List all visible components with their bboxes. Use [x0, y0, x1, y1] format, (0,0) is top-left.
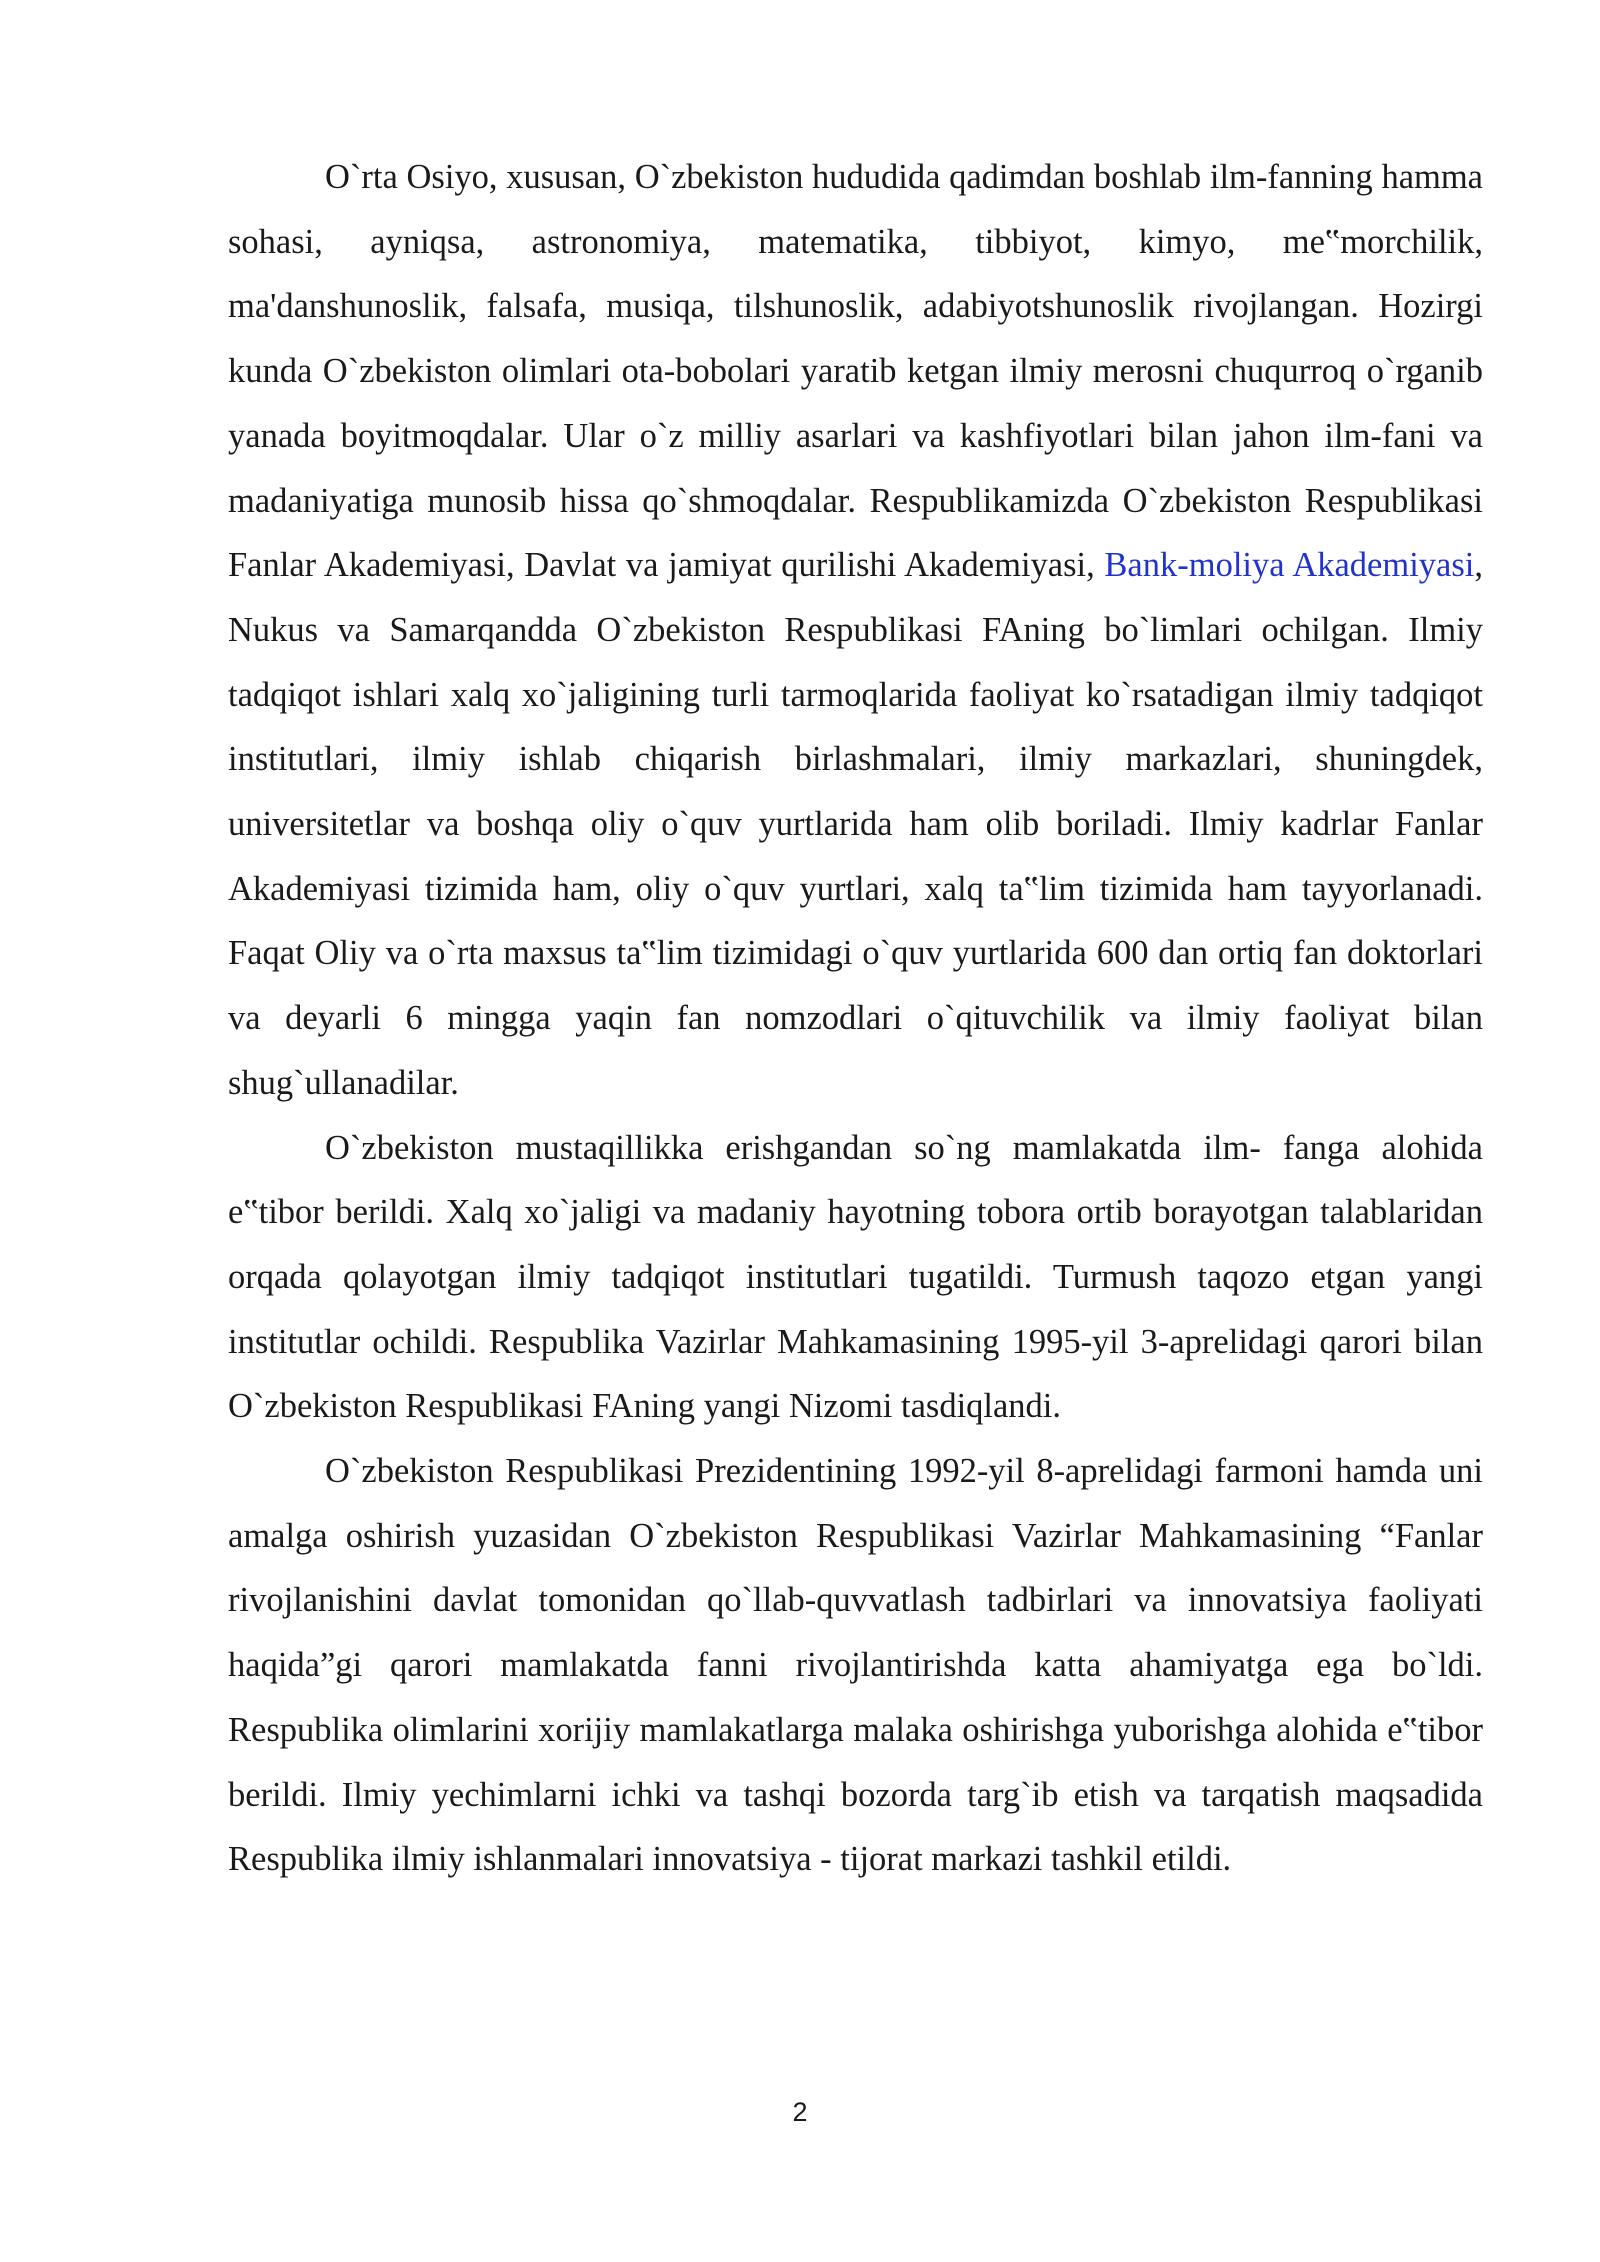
- paragraph-1-text-after-link: , Nukus va Samarqandda O`zbekiston Respublikasi FAning bo`limlari ochilgan. Ilmiy tadqiqot ishlari xalq xo`jaligining turli tarmoqlarida faoliyat ko`rsatadigan ilmiy tadqiqot institutlari, ilmiy ishlab chiqarish birlashmalari, ilmiy markazlari, shuningdek, universitetlar va boshqa oliy o`quv yurtlarida ham olib boriladi. Ilmiy kadrlar Fanlar Akademiyasi tizimida ham, oliy o`quv yurtlari, xalq ta‟lim tizimida ham tayyorlanadi. Faqat Oliy va o`rta maxsus ta‟lim tizimidagi o`quv yurtlarida 600 dan ortiq fan doktorlari va deyarli 6 mingga yaqin fan nomzodlari o`qituvchilik va ilmiy faoliyat bilan shug`ullanadilar.: [228, 546, 1483, 1102]
- paragraph-3: O`zbekiston Respublikasi Prezidentining 1992-yil 8-aprelidagi farmoni hamda uni amalga oshirish yuzasidan O`zbekiston Respublikasi Vazirlar Mahkamasining “Fanlar rivojlanishini davlat tomonidan qo`llab-quvvatlash tadbirlari va innovatsiya faoliyati haqida”gi qarori mamlakatda fanni rivojlantirishda katta ahamiyatga ega bo`ldi. Respublika olimlarini xorijiy mamlakatlarga malaka oshirishga yuborishga alohida e‟tibor berildi. Ilmiy yechimlarni ichki va tashqi bozorda targ`ib etish va tarqatish maqsadida Respublika ilmiy ishlanmalari innovatsiya - tijorat markazi tashkil etildi.: [228, 1452, 1483, 1879]
- paragraph-2: O`zbekiston mustaqillikka erishgandan so`ng mamlakatda ilm- fanga alohida e‟tibor berildi. Xalq xo`jaligi va madaniy hayotning tobora ortib borayotgan talablaridan orqada qolayotgan ilmiy tadqiqot institutlari tugatildi. Turmush taqozo etgan yangi institutlar ochildi. Respublika Vazirlar Mahkamasining 1995-yil 3-aprelidagi qarori bilan O`zbekiston Respublikasi FAning yangi Nizomi tasdiqlandi.: [228, 1128, 1483, 1426]
- bank-moliya-link[interactable]: Bank-moliya Akademiyasi: [1104, 546, 1475, 585]
- document-body: [228, 145, 1483, 1892]
- paragraph-1-text-before-link: O`rta Osiyo, xususan, O`zbekiston hududida qadimdan boshlab ilm-fanning hamma sohasi, ayniqsa, astronomiya, matematika, tibbiyot, kimyo, me‟morchilik, ma'danshunoslik, falsafa, musiqa, tilshunoslik, adabiyotshunoslik rivojlangan. Hozirgi kunda O`zbekiston olimlari ota-bobolari yaratib ketgan ilmiy merosni chuqurroq o`rganib yanada boyitmoqdalar. Ular o`z milliy asarlari va kashfiyotlari bilan jahon ilm-fani va madaniyatiga munosib hissa qo`shmoqdalar. Respublikamizda O`zbekiston Respublikasi Fanlar Akademiyasi, Davlat va jamiyat qurilishi Akademiyasi,: [228, 158, 1483, 585]
- paragraph-1: [228, 145, 1483, 1116]
- page-number: 2: [792, 2097, 808, 2127]
